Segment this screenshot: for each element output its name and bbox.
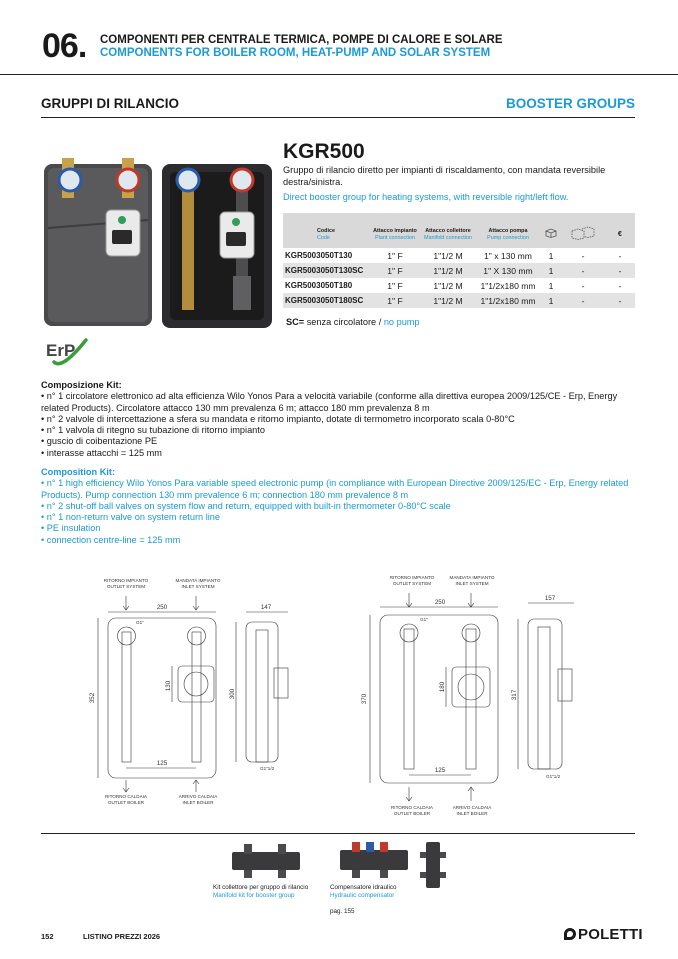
svg-text:125: 125 bbox=[434, 767, 446, 774]
svg-text:G1"1/2: G1"1/2 bbox=[546, 774, 561, 779]
col-code-header: Codice Code bbox=[283, 213, 369, 248]
svg-text:352: 352 bbox=[89, 692, 96, 704]
svg-text:INLET BOILER: INLET BOILER bbox=[456, 811, 488, 816]
table-row: KGR5003050T180SC 1" F 1"1/2 M 1"1/2x180 mm 1 - - bbox=[283, 293, 635, 308]
svg-text:RITORNO IMPIANTO: RITORNO IMPIANTO bbox=[389, 575, 435, 580]
svg-text:MANDATA IMPIANTO: MANDATA IMPIANTO bbox=[449, 575, 495, 580]
composition-title-en: Composition Kit: bbox=[41, 467, 115, 477]
accessory-caption-compensator: Compensatore idraulico Hydraulic compensator bbox=[330, 884, 397, 899]
svg-text:G1"1/2: G1"1/2 bbox=[260, 766, 275, 771]
technical-drawing-180 bbox=[362, 573, 594, 821]
svg-text:RITORNO IMPIANTO: RITORNO IMPIANTO bbox=[103, 578, 149, 583]
svg-text:180: 180 bbox=[439, 681, 446, 693]
group-title-en: BOOSTER GROUPS bbox=[505, 96, 635, 111]
svg-text:OUTLET SYSTEM: OUTLET SYSTEM bbox=[106, 584, 146, 589]
table-header-row bbox=[283, 213, 635, 248]
svg-text:157: 157 bbox=[544, 595, 556, 602]
group-title-it: GRUPPI DI RILANCIO bbox=[41, 96, 180, 111]
list-item: • n° 2 shut-off ball valves on system flow and return, equipped with built-in thermometer 0-80°C scale bbox=[41, 501, 641, 512]
product-photo bbox=[42, 158, 276, 330]
svg-text:130: 130 bbox=[165, 680, 172, 692]
composition-it bbox=[41, 380, 641, 459]
technical-drawing-130 bbox=[88, 574, 310, 806]
table-row: KGR5003050T130SC 1" F 1"1/2 M 1" X 130 mm 1 - - bbox=[283, 263, 635, 278]
col-plant-header: Attacco impianto Plant connection bbox=[369, 213, 421, 248]
brand-mark-icon bbox=[564, 928, 576, 940]
svg-text:147: 147 bbox=[260, 604, 272, 611]
svg-text:G1": G1" bbox=[136, 620, 144, 625]
list-item: • n° 1 valvola di ritegno su tubazione di ritorno impianto bbox=[41, 425, 641, 436]
list-item: • n° 1 non-return valve on system return line bbox=[41, 512, 641, 523]
no-pump-note: SC= senza circolatore / no pump bbox=[286, 317, 420, 327]
svg-text:250: 250 bbox=[156, 604, 168, 611]
compensator-vertical-photo bbox=[420, 840, 446, 890]
svg-text:300: 300 bbox=[229, 688, 236, 700]
product-description-it: Gruppo di rilancio diretto per impianti di riscaldamento, con mandata reversibile destra/sinistra. bbox=[283, 165, 606, 187]
boxes-icon bbox=[570, 226, 596, 240]
list-item: • connection centre-line = 125 mm bbox=[41, 535, 641, 546]
manifold-kit-photo bbox=[228, 842, 304, 880]
col-price-header: € bbox=[605, 213, 635, 248]
col-pallet-header bbox=[561, 213, 605, 248]
product-title: KGR500 bbox=[283, 140, 365, 163]
svg-text:250: 250 bbox=[434, 599, 446, 606]
section-title-en: COMPONENTS FOR BOILER ROOM, HEAT-PUMP AND SOLAR SYSTEM bbox=[100, 47, 491, 59]
page-reference[interactable]: pag. 155 bbox=[330, 908, 355, 915]
composition-title-it: Composizione Kit: bbox=[41, 380, 122, 390]
svg-text:ARRIVO CALDAIA: ARRIVO CALDAIA bbox=[178, 794, 218, 799]
accessory-caption-manifold: Kit collettore per gruppo di rilancio Manifold kit for booster group bbox=[213, 884, 309, 899]
footer-divider bbox=[41, 833, 635, 834]
col-pump-header: Attacco pompa Pump connection bbox=[475, 213, 541, 248]
product-description-en: Direct booster group for heating systems, with reversible right/left flow. bbox=[283, 192, 569, 202]
price-list-label: LISTINO PREZZI 2026 bbox=[83, 932, 161, 941]
col-manifold-header: Attacco collettore Manifold connection bbox=[421, 213, 475, 248]
svg-text:OUTLET BOILER: OUTLET BOILER bbox=[107, 800, 145, 805]
list-item: • guscio di coibentazione PE bbox=[41, 436, 641, 447]
svg-text:ARRIVO CALDAIA: ARRIVO CALDAIA bbox=[452, 805, 492, 810]
svg-text:RITORNO CALDAIA: RITORNO CALDAIA bbox=[104, 794, 148, 799]
group-divider bbox=[41, 117, 635, 118]
brand-logo: POLETTI bbox=[564, 926, 643, 943]
svg-text:INLET SYSTEM: INLET SYSTEM bbox=[455, 581, 489, 586]
erp-logo bbox=[44, 334, 90, 374]
header-divider bbox=[0, 74, 678, 75]
section-title-it: COMPONENTI PER CENTRALE TERMICA, POMPE DI CALORE E SOLARE bbox=[100, 34, 503, 46]
list-item: • n° 2 valvole di intercettazione a sfera su mandata e ritorno impianto, dotate di termometro incorporato scala 0-80°C bbox=[41, 414, 641, 425]
svg-text:OUTLET BOILER: OUTLET BOILER bbox=[393, 811, 431, 816]
list-item: • interasse attacchi = 125 mm bbox=[41, 448, 641, 459]
svg-text:G1": G1" bbox=[420, 617, 428, 622]
svg-text:370: 370 bbox=[361, 693, 368, 705]
list-item: • n° 1 high efficiency Wilo Yonos Para variable speed electronic pump (in compliance with European Directive 2009/125/EC - Erp, Energy related Products). Pump connection 130 mm prevalence 6 m; connection 180 mm prevalence 8 m bbox=[41, 478, 641, 501]
svg-text:INLET SYSTEM: INLET SYSTEM bbox=[181, 584, 215, 589]
svg-text:RITORNO CALDAIA: RITORNO CALDAIA bbox=[390, 805, 434, 810]
table-row: KGR5003050T180 1" F 1"1/2 M 1"1/2x180 mm 1 - - bbox=[283, 278, 635, 293]
list-item: • PE insulation bbox=[41, 523, 641, 534]
hydraulic-compensator-photo bbox=[336, 842, 412, 880]
box-icon bbox=[545, 228, 557, 238]
svg-text:OUTLET SYSTEM: OUTLET SYSTEM bbox=[392, 581, 432, 586]
product-table bbox=[283, 213, 635, 308]
svg-text:MANDATA IMPIANTO: MANDATA IMPIANTO bbox=[175, 578, 221, 583]
table-row: KGR5003050T130 1" F 1"1/2 M 1" x 130 mm 1 - - bbox=[283, 248, 635, 263]
list-item: • n° 1 circolatore elettronico ad alta efficienza Wilo Yonos Para a velocità variabile (conforme alla direttiva europea 2009/125/CE - Erp, Energy related Products). Circolatore attacco 130 mm prevalenza 6 m; attacco 180 mm prevalenza 8 m bbox=[41, 391, 641, 414]
svg-text:317: 317 bbox=[511, 689, 518, 701]
svg-text:INLET BOILER: INLET BOILER bbox=[182, 800, 214, 805]
page-number: 152 bbox=[41, 932, 54, 941]
col-box-header bbox=[541, 213, 561, 248]
section-number: 06. bbox=[42, 27, 87, 65]
composition-en bbox=[41, 467, 641, 546]
svg-text:ErP: ErP bbox=[46, 341, 76, 360]
svg-text:125: 125 bbox=[156, 760, 168, 767]
